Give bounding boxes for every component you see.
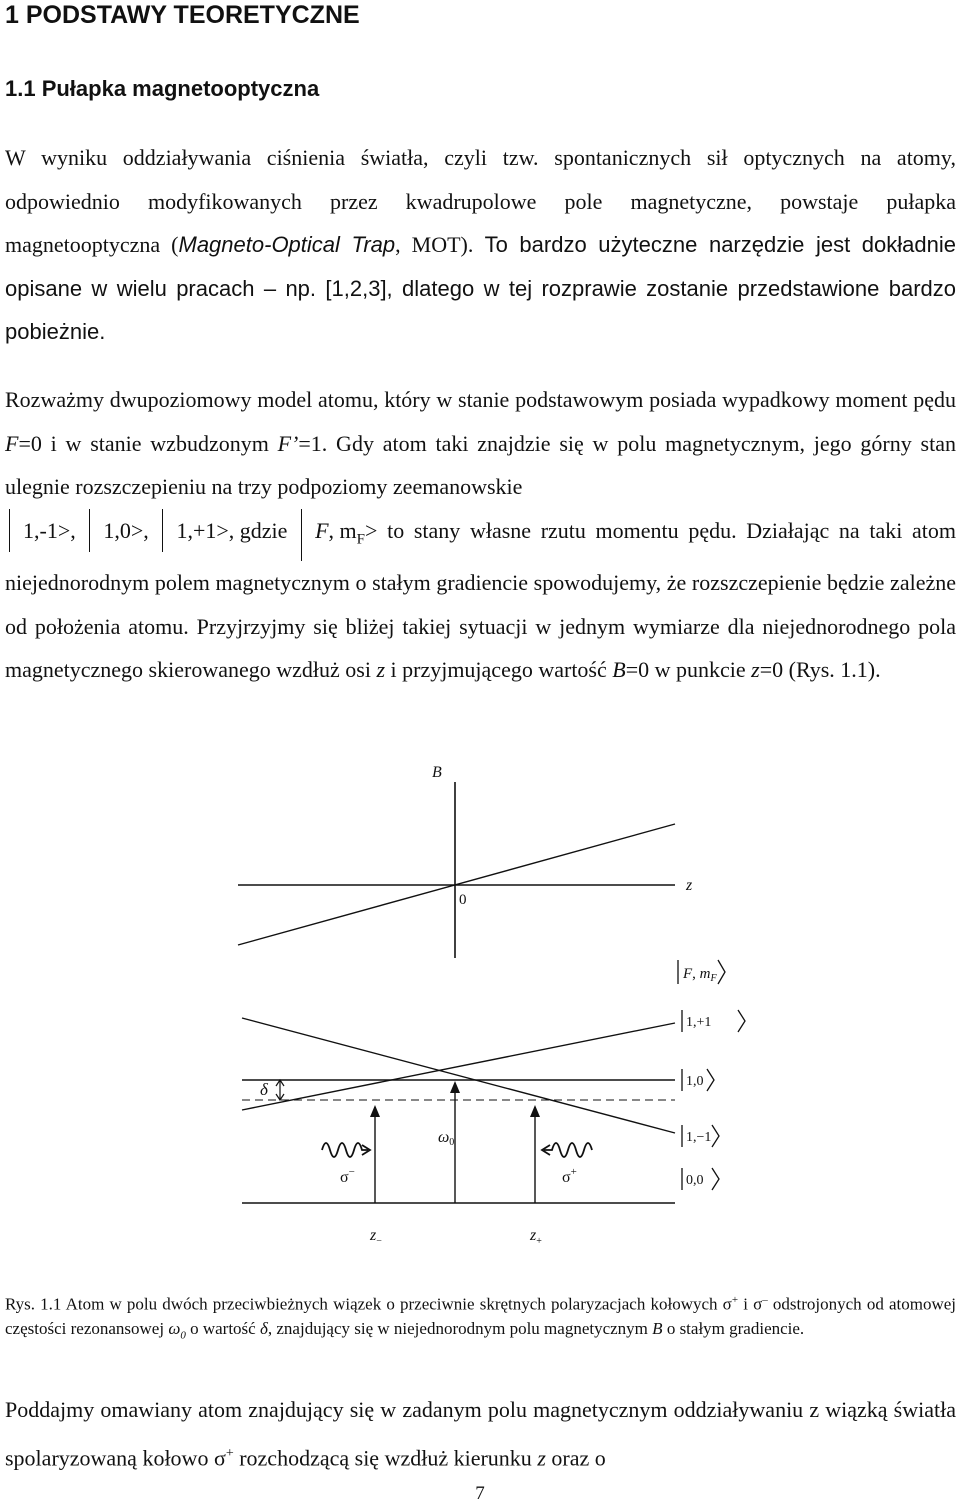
svg-text:1,−1: 1,−1 — [686, 1130, 712, 1145]
origin-label: 0 — [459, 892, 467, 908]
svg-text:1,0: 1,0 — [686, 1074, 704, 1089]
energy-diagram — [242, 1018, 675, 1247]
b-axis-label: B — [432, 764, 442, 781]
paragraph-mot-intro: W wyniku oddziaływania ciśnienia światła, czyli tzw. spontanicznych sił optycznych na atomy, odpowiednio modyfikowanych przez kwadrupolowe pole magnetyczne, powstaje pułapka magnetooptyczna (Magneto-Optical Trap, MOT). To bardzo użyteczne narzędzie jest dokładnie opisane w wielu pracach – np. [1,2,3], dlatego w tej rozprawie zostanie przedstawione bardzo pobieżnie. — [5, 145, 956, 344]
ket-level-1m1 — [682, 1125, 719, 1147]
sigma-plus-label: σ+ — [562, 1166, 577, 1186]
ket-level-1p1 — [682, 1010, 745, 1032]
page-number: 7 — [475, 1483, 485, 1504]
omega0-label: ω0 — [438, 1129, 455, 1148]
paragraph-sigma-beam: Poddajmy omawiany atom znajdujący się w zadanym polu magnetycznym oddziaływaniu z wiązką światła spolaryzowaną kołowo σ+ rozchodzącą się wzdłuż kierunku z oraz o — [5, 1397, 956, 1470]
level-line-plus1 — [242, 1023, 675, 1110]
paragraph-two-level-model: Rozważmy dwupoziomowy model atomu, który w stanie podstawowym posiada wypadkowy moment pędu F=0 i w stanie wzbudzonym F’=1. Gdy atom taki znajdzie się w polu magnetycznym, jego górny stan ulegnie rozszczepieniu na trzy podpoziomy zeemanowskie 1,-1>, 1,0>, 1,+1>, gdzie F, $m_F>$ to stany własne rzutu momentu pędu. Działając na taki atom niejednorodnym polem magnetycznym o stałym gradiencie spowodujemy, że rozszczepienie będzie zależne od położenia atomu. Przyjrzyjmy się bliżej takiej sytuacji w jednym wymiarze dla niejednorodnego pola magnetycznego skierowanego wzdłuż osi z i przyjmującego wartość B=0 w punkcie z=0 (Rys. 1.1). — [5, 387, 956, 683]
figure-mot-diagram — [0, 750, 960, 1270]
ket-header — [678, 960, 725, 984]
ket-level-1p0 — [682, 1069, 714, 1091]
sigma-minus-label: σ− — [340, 1166, 355, 1186]
zminus-label: $z_-$ — [370, 1227, 382, 1247]
bfield-plot — [238, 764, 693, 958]
delta-label: δ — [260, 1080, 268, 1099]
svg-text:1,+1: 1,+1 — [686, 1015, 712, 1030]
svg-text:0,0: 0,0 — [686, 1173, 704, 1188]
section-heading: 1.1 Pułapka magnetooptyczna — [5, 76, 320, 101]
svg-text:F, mF: F, $m_F$ — [683, 966, 717, 984]
level-labels — [678, 960, 745, 1190]
photon-sigma-minus — [322, 1143, 368, 1157]
figure-caption: Rys. 1.1 Atom w polu dwóch przeciwbieżnych wiązek o przeciwnie skrętnych polaryzacjach kołowych σ+ i σ– odstrojonych od atomowej częstości rezonansowej $\omega_0$ o wartość δ, znajdujący się w niejednorodnym polu magnetycznym B o stałym gradiencie. — [5, 1294, 956, 1342]
z-axis-label: z — [686, 877, 693, 894]
zplus-label: $z_+$ — [530, 1227, 542, 1247]
level-line-minus1 — [242, 1018, 675, 1133]
chapter-heading: 1 PODSTAWY TEORETYCZNE — [5, 1, 360, 29]
photon-sigma-plus — [544, 1143, 592, 1157]
ket-level-0p0 — [682, 1168, 719, 1190]
